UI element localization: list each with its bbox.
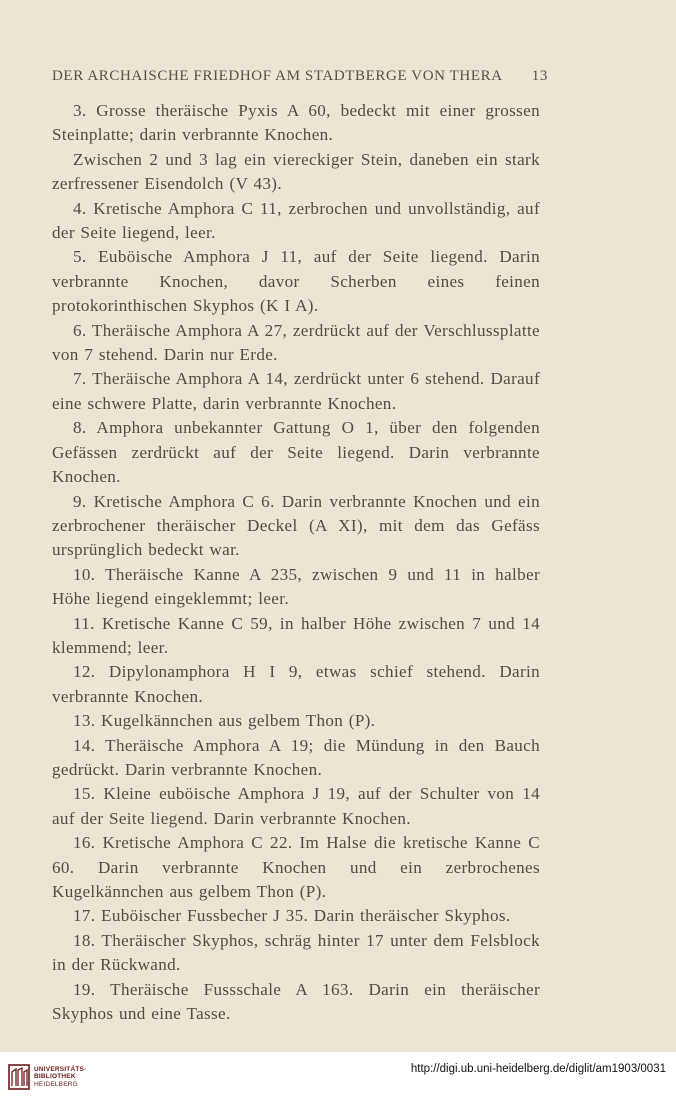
paragraph: 17. Euböischer Fussbecher J 35. Darin theräischer Skyphos.	[73, 906, 511, 926]
paragraph: 10. Theräische Kanne A 235, zwischen 9 und 11 in halber Höhe liegend eingeklemmt; leer.	[52, 564, 540, 609]
paragraph: 16. Kretische Amphora C 22. Im Halse die kretische Kanne C 60. Darin verbrannte Knochen und ein zerbrochenes Kugelkännchen aus gelbem Thon (P).	[52, 833, 540, 901]
paragraph: 5. Euböische Amphora J 11, auf der Seite liegend. Darin verbrannte Knochen, davor Scherben eines feinen protokorinthischen Skyphos (K I A).	[52, 247, 540, 316]
digitization-footer	[0, 1052, 676, 1103]
running-head	[52, 68, 548, 85]
library-logo[interactable]	[8, 1063, 86, 1091]
paragraph: 6. Theräische Amphora A 27, zerdrückt auf der Verschlussplatte von 7 stehend. Darin nur Erde.	[52, 320, 540, 365]
body-text	[52, 99, 540, 1026]
paragraph: 13. Kugelkännchen aus gelbem Thon (P).	[73, 711, 376, 731]
paragraph: 11. Kretische Kanne C 59, in halber Höhe zwischen 7 und 14 klemmend; leer.	[52, 613, 540, 657]
paragraph: 4. Kretische Amphora C 11, zerbrochen und unvollständig, auf der Seite liegend, leer.	[52, 198, 540, 243]
paragraph: Zwischen 2 und 3 lag ein viereckiger Stein, daneben ein stark zerfressener Eisendolch (V 43).	[52, 149, 540, 194]
university-library-logo-icon	[8, 1063, 30, 1091]
page-number: 13	[531, 68, 548, 84]
paragraph: 14. Theräische Amphora A 19; die Mündung in den Bauch gedrückt. Darin verbrannte Knochen.	[52, 735, 540, 779]
paragraph: 12. Dipylonamphora H I 9, etwas schief stehend. Darin verbrannte Knochen.	[52, 662, 540, 706]
paragraph: 8. Amphora unbekannter Gattung O 1, über den folgenden Gefässen zerdrückt auf der Seite liegend. Darin verbrannte Knochen.	[52, 418, 540, 487]
running-title: DER ARCHAISCHE FRIEDHOF AM STADTBERGE VON THERA	[52, 68, 503, 84]
source-url-link[interactable]: http://digi.ub.uni-heidelberg.de/diglit/am1903/0031	[410, 1063, 666, 1075]
paragraph: 3. Grosse theräische Pyxis A 60, bedeckt mit einer grossen Steinplatte; darin verbrannte Knochen.	[52, 101, 540, 145]
paragraph: 15. Kleine euböische Amphora J 19, auf der Schulter von 14 auf der Seite liegend. Darin verbrannte Knochen.	[52, 784, 540, 828]
paragraph: 19. Theräische Fussschale A 163. Darin ein theräischer Skyphos und eine Tasse.	[52, 979, 540, 1024]
library-name: UNIVERSITÄTS- BIBLIOTHEK HEIDELBERG	[34, 1065, 87, 1088]
paragraph: 9. Kretische Amphora C 6. Darin verbrannte Knochen und ein zerbrochener theräischer Deckel (A XI), mit dem das Gefäss ursprünglich bedeckt war.	[52, 491, 540, 560]
paragraph: 7. Theräische Amphora A 14, zerdrückt unter 6 stehend. Darauf eine schwere Platte, darin verbrannte Knochen.	[52, 369, 540, 413]
paragraph: 18. Theräischer Skyphos, schräg hinter 17 unter dem Felsblock in der Rückwand.	[52, 930, 540, 975]
